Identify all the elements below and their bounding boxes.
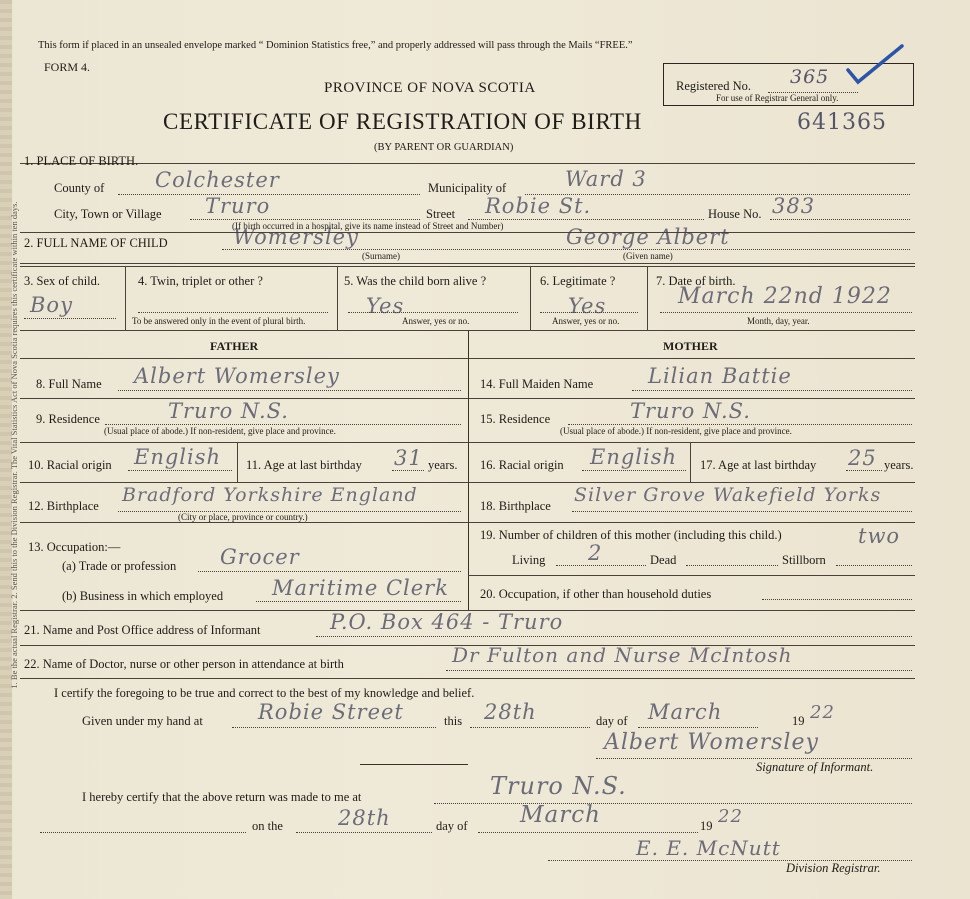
mother-birthplace-line [572,511,912,512]
rule [20,232,915,233]
place-heading: 1. PLACE OF BIRTH. [24,154,139,168]
mother-name-label: 14. Full Maiden Name [480,377,594,391]
divider [337,266,338,330]
father-birthplace-value: Bradford Yorkshire England [122,484,418,506]
father-name-label: 8. Full Name [36,377,102,391]
divider [237,442,238,482]
alive-caption: Answer, yes or no. [402,316,470,326]
legitimate-line [540,312,638,313]
mother-occupation-line [762,599,912,600]
mother-children-value: two [858,524,901,548]
sex-value: Boy [30,293,73,317]
dob-value: March 22nd 1922 [678,284,892,309]
father-racial-label: 10. Racial origin [28,458,112,472]
father-racial-value: English [134,445,222,469]
father-age-label: 11. Age at last birthday [246,458,362,472]
given-day-line [470,727,590,728]
surname-caption: (Surname) [362,251,400,261]
registrar-blank-line [40,832,246,833]
given-label: Given under my hand at [82,714,203,728]
rule [468,575,915,576]
informant-signature-line [596,758,912,759]
registrar-month-line [478,832,698,833]
registrar-statement: I hereby certify that the above return was made to me at [82,790,362,804]
rule [20,163,915,164]
informant-label: 21. Name and Post Office address of Informant [24,623,261,637]
alive-value: Yes [366,294,405,318]
rule [360,764,468,765]
father-birthplace-note: (City or place, province or country.) [178,512,308,522]
divider [125,266,126,330]
informant-value: P.O. Box 464 - Truro [330,610,564,634]
form-number: FORM 4. [44,60,91,74]
rule [20,442,915,443]
father-heading: FATHER [210,339,259,353]
house-label: House No. [708,207,762,221]
registrar-year-prefix: 19 [700,819,713,833]
stamp-number: 641365 [797,110,887,135]
informant-signature: Albert Womersley [604,730,819,755]
father-age-value: 31 [394,446,423,470]
mother-stillborn-line [836,565,912,566]
rule [20,358,915,359]
mother-age-value: 25 [848,446,877,470]
informant-line [316,636,912,637]
city-value: Truro [205,194,271,218]
mail-notice: This form if placed in an unsealed envelope marked “ Dominion Statistics free,” and properly addressed will pass through the Mails “FREE.” [38,40,633,51]
father-age-line [392,470,424,471]
given-day-value: 28th [484,700,537,724]
this-label: this [444,714,463,728]
registrar-place-line [434,803,912,804]
mother-name-line [632,390,912,391]
rule [20,398,915,399]
father-trade-label: (a) Trade or profession [62,559,177,573]
mother-birthplace-label: 18. Birthplace [480,499,551,513]
father-trade-line [198,571,461,572]
sex-line [24,318,116,319]
given-year-prefix: 19 [792,714,805,728]
sex-label: 3. Sex of child. [24,274,101,288]
house-value: 383 [772,194,816,218]
registrar-note: For use of Registrar General only. [716,93,839,103]
father-age-unit: years. [428,458,458,472]
twin-label: 4. Twin, triplet or other ? [138,274,263,288]
attendant-value: Dr Fulton and Nurse McIntosh [452,643,793,667]
mother-racial-value: English [590,445,678,469]
mother-name-value: Lilian Battie [648,364,792,388]
mother-dead-line [686,565,778,566]
registrar-signature: E. E. McNutt [636,836,781,860]
mother-living-line [556,565,646,566]
rule [20,522,915,523]
mother-living-value: 2 [588,541,603,565]
center-divider [468,330,469,610]
father-trade-value: Grocer [220,545,300,569]
legitimate-label: 6. Legitimate ? [540,274,616,288]
surname-value: Womersley [233,225,359,249]
county-value: Colchester [155,168,280,192]
father-birthplace-label: 12. Birthplace [28,499,99,513]
certify-statement: I certify the foregoing to be true and correct to the best of my knowledge and belief. [54,686,475,700]
mother-occupation-label: 20. Occupation, if other than household duties [480,587,712,601]
rule [20,678,915,679]
registrar-year-value: 22 [718,806,743,827]
house-line [770,219,910,220]
mother-residence-label: 15. Residence [480,412,551,426]
mother-residence-value: Truro N.S. [630,399,751,423]
street-value: Robie St. [485,194,592,218]
registrar-day-of-label: day of [436,819,468,833]
municipality-label: Municipality of [428,181,507,195]
attendant-label: 22. Name of Doctor, nurse or other person in attendance at birth [24,657,344,671]
registrar-month-value: March [520,802,601,828]
mother-residence-line [568,424,912,425]
divider [647,266,648,330]
informant-signature-caption: Signature of Informant. [756,760,874,774]
father-residence-line [105,424,461,425]
father-name-value: Albert Womersley [134,364,340,388]
mother-heading: MOTHER [663,339,718,353]
father-business-line [256,601,461,602]
checkmark-icon [842,40,908,90]
mother-age-line [846,470,882,471]
dob-line [660,312,912,313]
given-place-line [232,727,436,728]
given-name-value: George Albert [566,225,730,249]
registrar-signature-caption: Division Registrar. [786,861,881,875]
father-name-line [118,390,461,391]
father-residence-value: Truro N.S. [168,399,289,423]
father-residence-label: 9. Residence [36,412,100,426]
certificate-title: CERTIFICATE OF REGISTRATION OF BIRTH [163,109,642,134]
registrar-day-value: 28th [338,806,391,830]
municipality-value: Ward 3 [565,167,647,191]
rule [20,266,915,267]
alive-line [348,312,518,313]
given-name-caption: (Given name) [623,251,673,261]
margin-text: 1. Be the actual Registrar. 2. Send this to the Division Registrar. The Vital Statistics Act of Nova Scotia requires this certificate within ten days. [9,201,19,689]
mother-birthplace-value: Silver Grove Wakefield Yorks [574,484,882,506]
legitimate-caption: Answer, yes or no. [552,316,620,326]
given-month-value: March [648,700,723,724]
father-business-value: Maritime Clerk [272,576,449,600]
registrar-day-line [296,832,432,833]
province-heading: PROVINCE OF NOVA SCOTIA [324,80,536,96]
certificate-subtitle: (BY PARENT OR GUARDIAN) [374,142,514,153]
street-label: Street [426,207,456,221]
child-name-line [222,249,910,250]
registered-value: 365 [790,66,830,88]
city-label: City, Town or Village [54,207,162,221]
child-name-label: 2. FULL NAME OF CHILD [24,236,168,250]
rule [20,263,915,264]
given-month-line [638,727,758,728]
given-day-of-label: day of [596,714,628,728]
rule [20,482,915,483]
mother-dead-label: Dead [650,553,677,567]
mother-racial-line [582,470,686,471]
father-racial-line [128,470,232,471]
divider [690,442,691,482]
mother-racial-label: 16. Racial origin [480,458,564,472]
legitimate-value: Yes [568,294,607,318]
attendant-line [446,670,912,671]
divider [530,266,531,330]
registrar-place-value: Truro N.S. [490,772,627,800]
street-line [468,219,704,220]
hospital-note: (If birth occurred in a hospital, give its name instead of Street and Number) [232,221,504,231]
alive-label: 5. Was the child born alive ? [344,274,487,288]
given-place-value: Robie Street [258,700,404,724]
city-line [190,219,420,220]
registered-label: Registered No. [676,79,751,93]
mother-residence-note: (Usual place of abode.) If non-resident, give place and province. [560,426,792,436]
mother-age-unit: years. [884,458,914,472]
dob-label: 7. Date of birth. [656,274,736,288]
mother-children-label: 19. Number of children of this mother (including this child.) [480,528,782,542]
father-business-label: (b) Business in which employed [62,589,224,603]
county-label: County of [54,181,105,195]
mother-living-label: Living [512,553,546,567]
mother-stillborn-label: Stillborn [782,553,826,567]
given-year-value: 22 [810,702,835,723]
father-residence-note: (Usual place of abode.) If non-resident, give place and province. [104,426,336,436]
registrar-on-the-label: on the [252,819,283,833]
mother-age-label: 17. Age at last birthday [700,458,817,472]
dob-caption: Month, day, year. [747,316,810,326]
father-occupation-label: 13. Occupation:— [28,540,121,554]
twin-line [138,312,328,313]
twin-note: To be answered only in the event of plural birth. [132,316,306,326]
